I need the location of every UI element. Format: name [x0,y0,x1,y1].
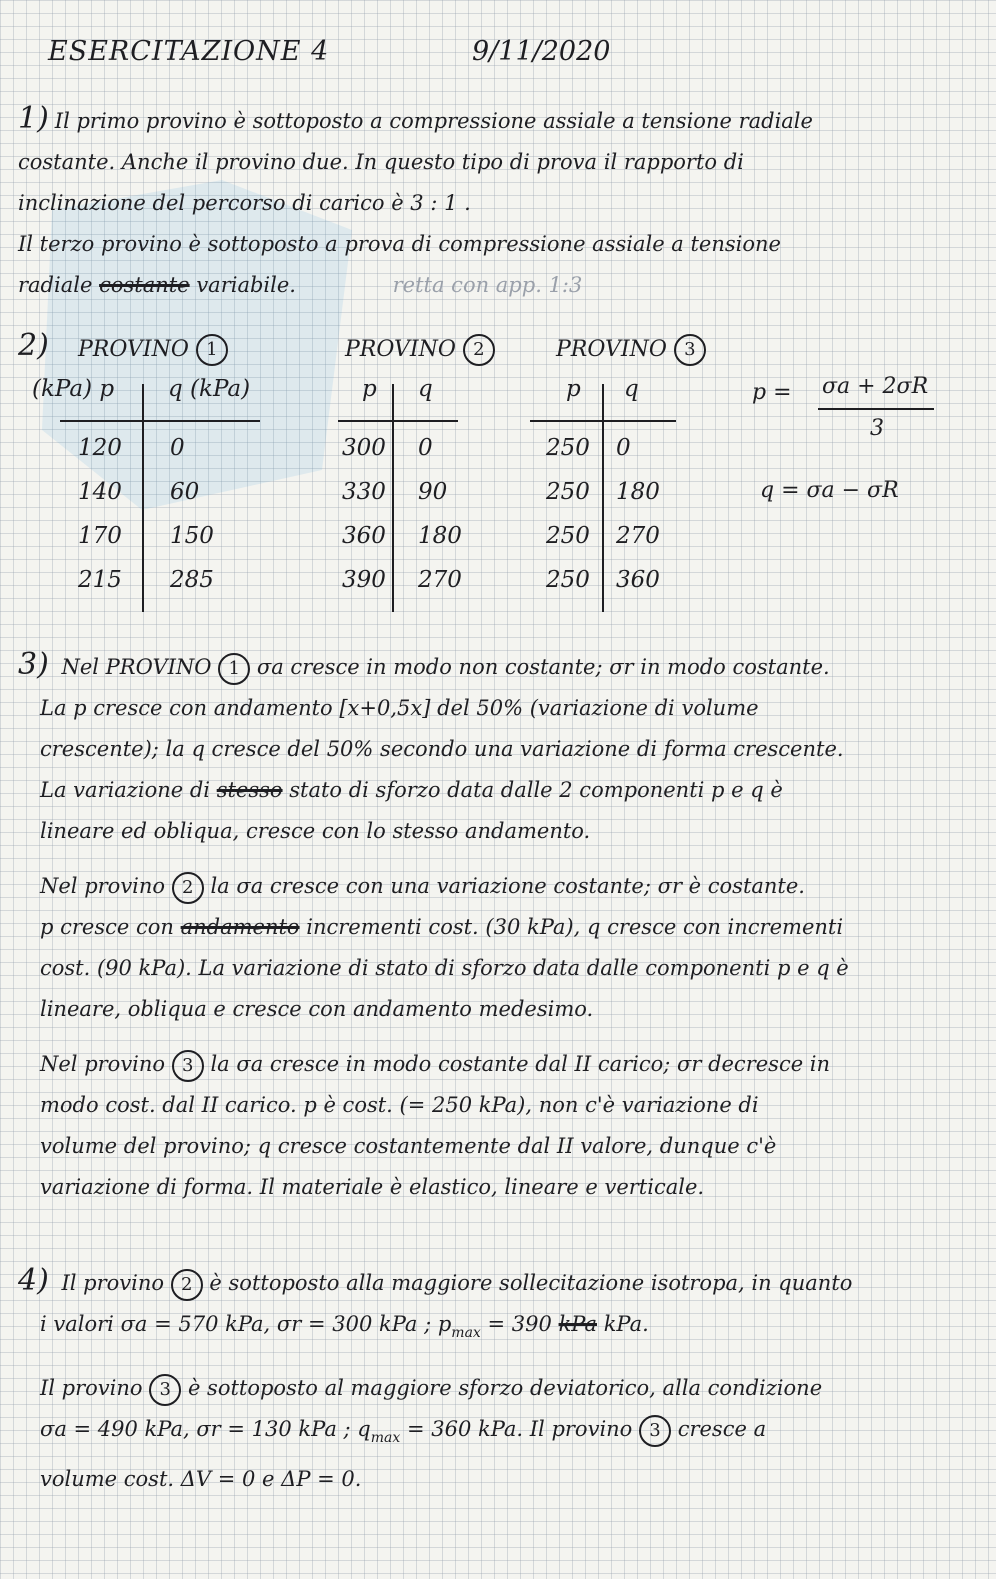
section-1-number: 1) [18,101,49,136]
table-cell-p: 140 [78,479,122,505]
s1-line-1: Il primo provino è sottoposto a compressione assiale a tensione radiale [54,109,813,133]
s1-line-5b: variabile. [196,273,296,297]
table-cell-q: 60 [170,479,200,505]
table-cell-p: 360 [342,523,386,549]
s4-a2a: i valori σa = 570 kPa, σr = 300 kPa ; p [40,1312,452,1336]
table-cell-q: 0 [418,435,433,461]
s1-line-3: inclinazione del percorso di carico è 3 : 1 . [18,191,471,215]
table-cell-q: 0 [616,435,631,461]
provino-1-circle: 1 [196,334,228,366]
s4-a2-subscript: max [451,1325,481,1341]
s3-c2: modo cost. dal II carico. p è cost. (= 250 kPa), non c'è variazione di [40,1093,759,1117]
s3-b1b: la σa cresce con una variazione costante; σr è costante. [210,874,805,898]
section-4-number: 4) [18,1263,49,1298]
s3-b2b: incrementi cost. (30 kPa), q cresce con incrementi [306,915,844,939]
s3-a3: crescente); la q cresce del 50% secondo una variazione di forma crescente. [40,737,844,761]
s4-b2-circle: 3 [639,1415,671,1447]
table-divider [142,384,144,612]
formula-p-numerator: σa + 2σR [822,374,929,399]
provino-1-label: PROVINO [78,337,189,362]
provino-2-circle: 2 [463,334,495,366]
section-2-number: 2) [18,328,49,363]
table-cell-q: 180 [418,523,462,549]
table-cell-p: 170 [78,523,122,549]
provino-2-title [345,334,495,366]
page-date: 9/11/2020 [472,36,611,67]
s3-b2a: p cresce con [40,915,174,939]
table-cell-q: 270 [418,567,462,593]
s3-a4-struck: stesso [216,778,283,802]
s3-a1b: σa cresce in modo non costante; σr in modo costante. [256,655,830,679]
s3-a4a: La variazione di [40,778,211,802]
s4-a2c: kPa. [603,1312,649,1336]
table-cell-q: 270 [616,523,660,549]
table-cell-p: 215 [78,567,122,593]
formula-q: q = σa − σR [760,478,899,503]
table-cell-p: 120 [78,435,122,461]
table-header-p: (kPa) p [32,376,115,402]
s3-a2: La p cresce con andamento [x+0,5x] del 50% (variazione di volume [40,696,759,720]
table-cell-p: 390 [342,567,386,593]
s3-c3: volume del provino; q cresce costantemente dal II valore, dunque c'è [40,1134,777,1158]
table-cell-q: 0 [170,435,185,461]
s3-a1-circle: 1 [218,653,250,685]
s4-a1b: è sottoposto alla maggiore sollecitazione isotropa, in quanto [209,1271,853,1295]
s3-c1: Nel provino [40,1052,166,1076]
s1-struck-word: costante [99,273,190,297]
s3-c4: variazione di forma. Il materiale è elastico, lineare e verticale. [40,1175,705,1199]
s1-line-5a: radiale [18,273,93,297]
table-cell-p: 330 [342,479,386,505]
section-3-number: 3) [18,647,49,682]
s3-b4: lineare, obliqua e cresce con andamento medesimo. [40,997,594,1021]
provino-1-table [30,376,290,616]
s4-a1-circle: 2 [171,1269,203,1301]
table-cell-q: 285 [170,567,214,593]
formula-p-left: p = [752,380,792,405]
table-header-p: p [566,376,581,402]
s3-a5: lineare ed obliqua, cresce con lo stesso andamento. [40,819,591,843]
table-cell-p: 300 [342,435,386,461]
s1-note: retta con app. 1:3 [392,273,583,297]
s4-b2d: cresce a [677,1417,767,1441]
s1-line-2: costante. Anche il provino due. In questo tipo di prova il rapporto di [18,150,744,174]
s1-line-4: Il terzo provino è sottoposto a prova di compressione assiale a tensione [18,232,781,256]
s4-b2a: σa = 490 kPa, σr = 130 kPa ; q [40,1417,371,1441]
s3-a4b: stato di sforzo data dalle 2 componenti p e q è [289,778,783,802]
s4-b2-subscript: max [370,1430,401,1446]
table-cell-p: 250 [546,567,590,593]
table-header-q: q [624,376,639,402]
table-header-q: q (kPa) [168,376,251,402]
provino-3-table [530,376,680,616]
table-rule [338,420,458,422]
section-1 [18,98,973,306]
s4-b2b: = 360 kPa. Il provino [406,1417,633,1441]
provino-1-title [78,334,228,366]
s3-c1b: la σa cresce in modo costante dal II carico; σr decresce in [210,1052,831,1076]
s3-b1: Nel provino [40,874,166,898]
table-rule [60,420,260,422]
s4-b1: Il provino [40,1376,143,1400]
s4-b1b: è sottoposto al maggiore sforzo deviatorico, alla condizione [187,1376,823,1400]
section-4 [18,1260,973,1500]
table-header-q: q [418,376,433,402]
provino-2-table [338,376,468,616]
table-cell-p: 250 [546,479,590,505]
table-cell-p: 250 [546,435,590,461]
table-cell-q: 150 [170,523,214,549]
table-cell-p: 250 [546,523,590,549]
table-divider [602,384,604,612]
provino-3-label: PROVINO [556,337,667,362]
formula-p-denominator: 3 [870,416,884,441]
section-3 [18,644,973,1208]
table-cell-q: 360 [616,567,660,593]
s4-b1-circle: 3 [149,1374,181,1406]
s3-b1-circle: 2 [172,872,204,904]
table-divider [392,384,394,612]
table-cell-q: 90 [418,479,448,505]
s3-c1-circle: 3 [172,1050,204,1082]
s3-b3: cost. (90 kPa). La variazione di stato di sforzo data dalle componenti p e q è [40,956,849,980]
page-title: ESERCITAZIONE 4 [48,36,330,67]
table-cell-q: 180 [616,479,660,505]
s4-a2-struck: kPa [558,1312,597,1336]
table-header-p: p [362,376,377,402]
s4-a2b: = 390 [487,1312,552,1336]
provino-3-title [556,334,706,366]
s3-a1: Nel PROVINO [61,655,212,679]
provino-3-circle: 3 [674,334,706,366]
s4-b3: volume cost. ΔV = 0 e ΔP = 0. [40,1467,362,1491]
s3-b2-struck: andamento [180,915,300,939]
provino-2-label: PROVINO [345,337,456,362]
formula-fraction-line [818,408,934,410]
s4-a1: Il provino [61,1271,165,1295]
page-header [48,28,948,78]
